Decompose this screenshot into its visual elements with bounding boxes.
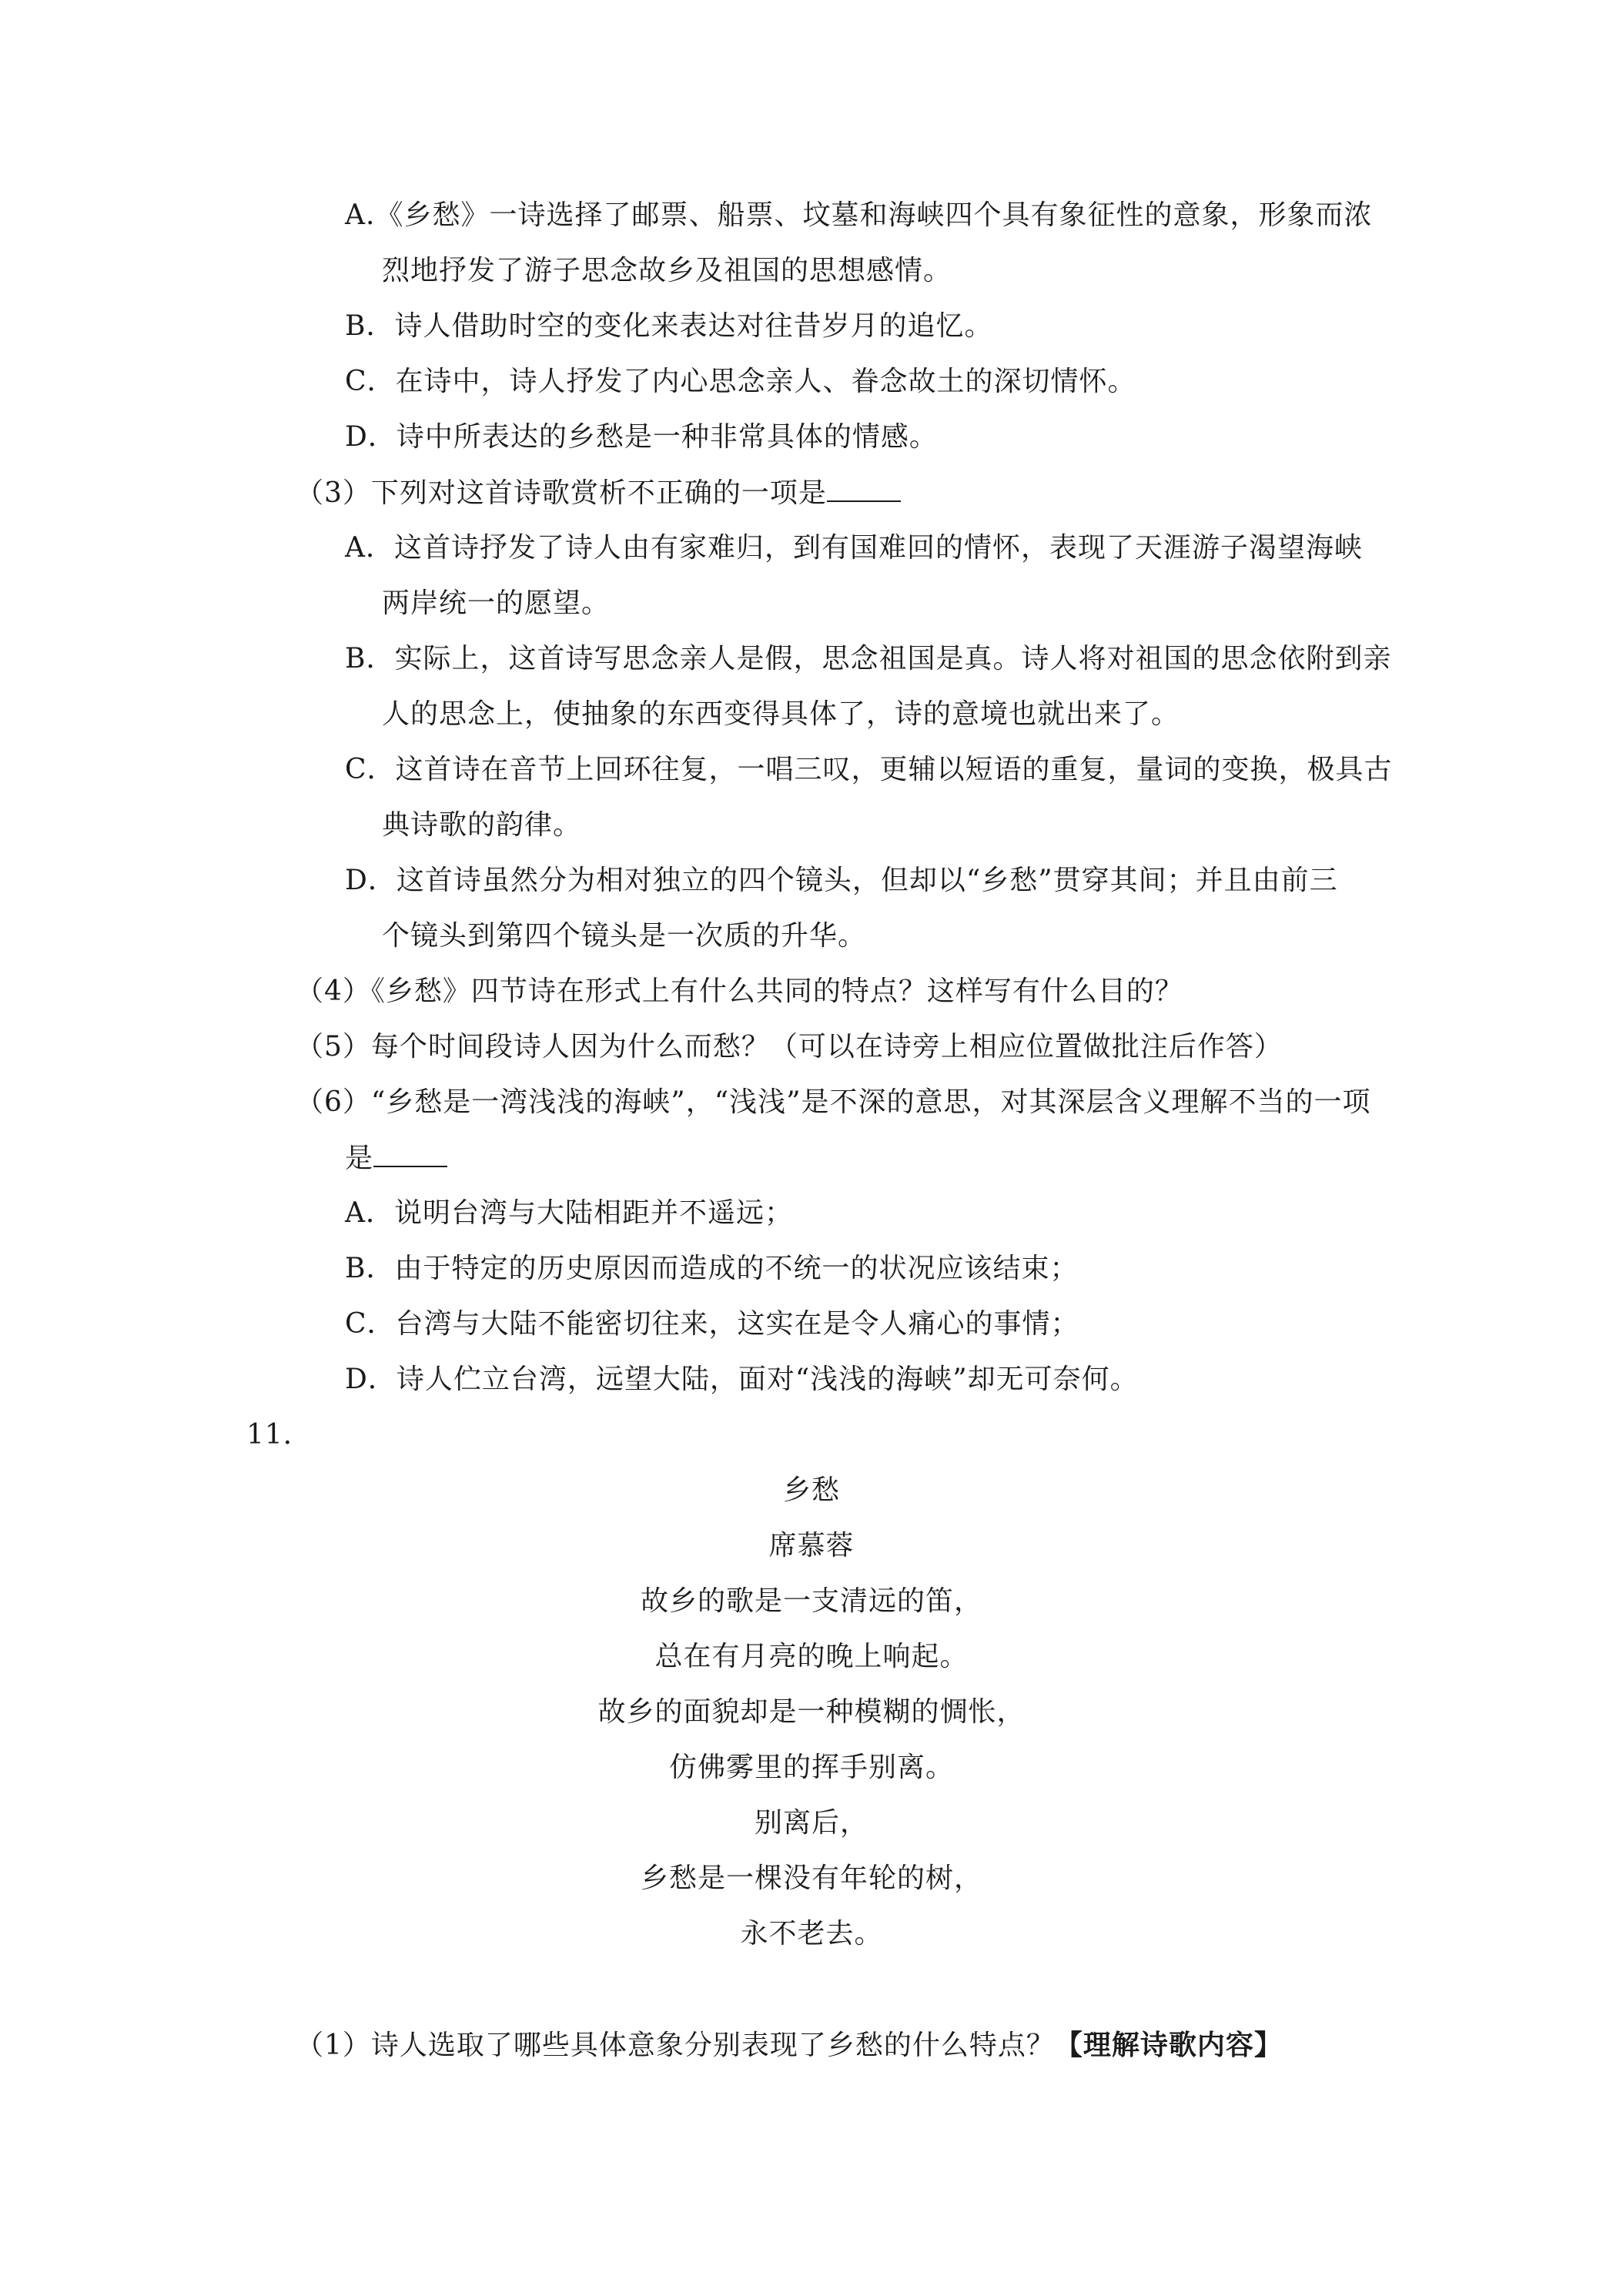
- q3-option-b-line1: B．实际上，这首诗写思念亲人是假，思念祖国是真。诗人将对祖国的思念依附到亲: [345, 643, 1392, 674]
- q3-stem-text: （3）下列对这首诗歌赏析不正确的一项是: [296, 477, 827, 509]
- q11-sub1: [296, 2027, 1283, 2064]
- q6-option-a: A．说明台湾与大陆相距并不遥远；: [345, 1197, 793, 1229]
- poem-line: 故乡的歌是一支清远的笛，: [640, 1585, 982, 1617]
- q6-stem-line2: [345, 1140, 447, 1177]
- q2-option-d: D．诗中所表达的乡愁是一种非常具体的情感。: [345, 421, 938, 453]
- q6-stem-line1: （6）“乡愁是一湾浅浅的海峡”，“浅浅”是不深的意思，对其深层含义理解不当的一项: [296, 1086, 1371, 1118]
- poem-title: 乡愁: [782, 1474, 840, 1506]
- q2-option-b: B．诗人借助时空的变化来表达对往昔岁月的追忆。: [345, 310, 993, 342]
- q6-answer-blank[interactable]: [373, 1140, 447, 1167]
- q3-option-b-line2: 人的思念上，使抽象的东西变得具体了，诗的意境也就出来了。: [382, 698, 1180, 730]
- q3-option-d-line2: 个镜头到第四个镜头是一次质的升华。: [382, 920, 867, 952]
- q11-sub1-text: （1）诗人选取了哪些具体意象分别表现了乡愁的什么特点？: [296, 2030, 1055, 2061]
- q3-option-c-line1: C．这首诗在音节上回环往复，一唱三叹，更辅以短语的重复，量词的变换，极具古: [345, 754, 1393, 785]
- poem-line: 永不老去。: [740, 1918, 883, 1950]
- q11-sub1-tag: 【理解诗歌内容】: [1054, 2029, 1283, 2061]
- q6-option-d: D．诗人伫立台湾，远望大陆，面对“浅浅的海峡”却无可奈何。: [345, 1364, 1139, 1395]
- q2-option-a-line1: A.《乡愁》一诗选择了邮票、船票、坟墓和海峡四个具有象征性的意象，形象而浓: [345, 199, 1373, 231]
- q3-stem: [296, 474, 901, 512]
- q6-option-b: B．由于特定的历史原因而造成的不统一的状况应该结束；: [345, 1253, 1079, 1284]
- poem-line: 仿佛雾里的挥手别离。: [668, 1752, 954, 1783]
- poem-line: 故乡的面貌却是一种模糊的惆怅，: [597, 1696, 1026, 1728]
- q3-option-c-line2: 典诗歌的韵律。: [382, 809, 582, 841]
- q3-option-d-line1: D．这首诗虽然分为相对独立的四个镜头，但却以“乡愁”贯穿其间；并且由前三: [345, 865, 1338, 896]
- q3-answer-blank[interactable]: [827, 474, 901, 502]
- q6-option-c: C．台湾与大陆不能密切往来，这实在是令人痛心的事情；: [345, 1308, 1079, 1340]
- poem-line: 乡愁是一棵没有年轮的树，: [640, 1863, 982, 1894]
- poem-line: 总在有月亮的晚上响起。: [654, 1641, 969, 1672]
- q3-option-a-line2: 两岸统一的愿望。: [382, 587, 611, 619]
- q11-number: 11．: [246, 1419, 312, 1451]
- q6-stem-text: 是: [345, 1143, 374, 1174]
- q2-option-c: C．在诗中，诗人抒发了内心思念亲人、眷念故土的深切情怀。: [345, 366, 1136, 397]
- q3-option-a-line1: A．这首诗抒发了诗人由有家难归，到有国难回的情怀，表现了天涯游子渴望海峡: [345, 532, 1363, 564]
- q5-text: （5）每个时间段诗人因为什么而愁？（可以在诗旁上相应位置做批注后作答）: [296, 1031, 1283, 1063]
- poem-author: 席慕蓉: [768, 1530, 855, 1561]
- poem-line: 别离后，: [754, 1807, 868, 1839]
- q4-text: （4）《乡愁》四节诗在形式上有什么共同的特点？这样写有什么目的？: [296, 976, 1183, 1007]
- q2-option-a-line2: 烈地抒发了游子思念故乡及祖国的思想感情。: [382, 255, 952, 286]
